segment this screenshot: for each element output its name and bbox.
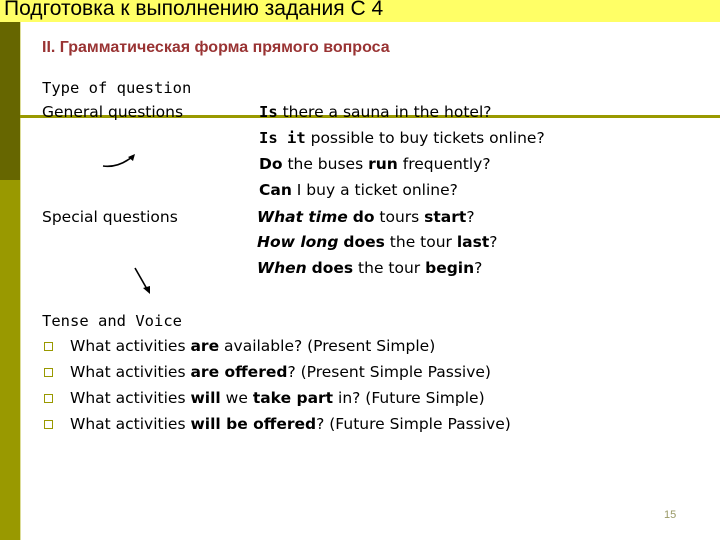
- content-area: [20, 22, 720, 540]
- tense-item-1: What activities are available? (Present Simple): [70, 337, 436, 355]
- left-accent-dark: [0, 22, 20, 180]
- special-example-1: What time do tours start?: [257, 208, 475, 226]
- special-questions-label: Special questions: [42, 208, 178, 226]
- tense-item-4: What activities will be offered? (Future Simple Passive): [70, 415, 511, 433]
- general-example-1: Is there a sauna in the hotel?: [259, 103, 492, 121]
- tense-heading: Tense and Voice: [42, 312, 182, 330]
- tense-item-2: What activities are offered? (Present Simple Passive): [70, 363, 491, 381]
- arrow-right-icon: [100, 150, 140, 172]
- left-accent-light: [0, 180, 20, 540]
- page-number: 15: [664, 509, 677, 521]
- title-bar: [0, 0, 720, 22]
- general-example-2: Is it possible to buy tickets online?: [259, 129, 545, 147]
- general-questions-label: General questions: [42, 103, 184, 121]
- bullet-icon: [44, 368, 53, 377]
- general-example-3: Do the buses run frequently?: [259, 155, 491, 173]
- type-heading: Type of question: [42, 79, 192, 97]
- bullet-icon: [44, 394, 53, 403]
- bullet-icon: [44, 342, 53, 351]
- slide-title: Подготовка к выполнению задания С 4: [4, 0, 384, 20]
- bullet-icon: [44, 420, 53, 429]
- section-subtitle: II. Грамматическая форма прямого вопроса: [42, 39, 390, 56]
- special-example-2: How long does the tour last?: [257, 233, 498, 251]
- tense-item-3: What activities will we take part in? (Future Simple): [70, 389, 485, 407]
- arrow-down-icon: [130, 265, 156, 297]
- general-example-4: Can I buy a ticket online?: [259, 181, 458, 199]
- special-example-3: When does the tour begin?: [257, 259, 483, 277]
